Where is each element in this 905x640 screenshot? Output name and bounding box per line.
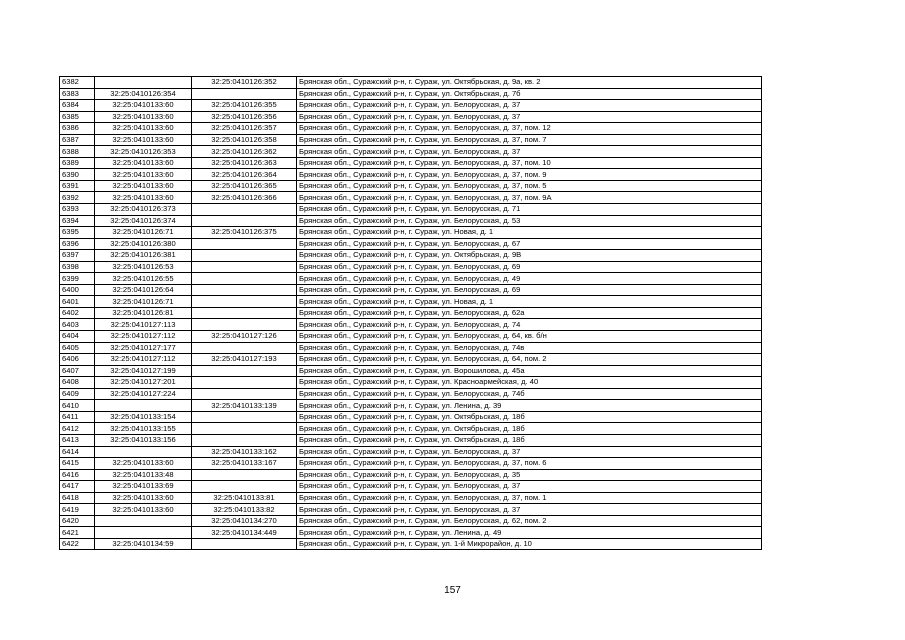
table-row xyxy=(60,100,762,112)
object-number-cell xyxy=(192,342,297,354)
row-number-cell: 6398 xyxy=(60,261,95,273)
object-number-cell xyxy=(192,538,297,550)
parcel-number-cell xyxy=(95,515,192,527)
row-number-cell: 6407 xyxy=(60,365,95,377)
table-row xyxy=(60,88,762,100)
address-cell: Брянская обл., Суражский р-н, г. Сураж, ул. Белорусская, д. 74в xyxy=(297,342,762,354)
parcel-number-cell: 32:25:0410127:224 xyxy=(95,388,192,400)
address-cell: Брянская обл., Суражский р-н, г. Сураж, ул. Октябрьская, д. 9а, кв. 2 xyxy=(297,77,762,89)
table-row xyxy=(60,469,762,481)
parcel-number-cell: 32:25:0410126:353 xyxy=(95,146,192,158)
object-number-cell xyxy=(192,250,297,262)
object-number-cell: 32:25:0410133:139 xyxy=(192,400,297,412)
object-number-cell: 32:25:0410126:362 xyxy=(192,146,297,158)
object-number-cell: 32:25:0410127:126 xyxy=(192,331,297,343)
table-row xyxy=(60,446,762,458)
row-number-cell: 6414 xyxy=(60,446,95,458)
parcel-number-cell: 32:25:0410127:113 xyxy=(95,319,192,331)
address-cell: Брянская обл., Суражский р-н, г. Сураж, ул. Белорусская, д. 37 xyxy=(297,146,762,158)
address-cell: Брянская обл., Суражский р-н, г. Сураж, ул. Новая, д. 1 xyxy=(297,296,762,308)
row-number-cell: 6422 xyxy=(60,538,95,550)
object-number-cell xyxy=(192,481,297,493)
table-row xyxy=(60,504,762,516)
address-cell: Брянская обл., Суражский р-н, г. Сураж, ул. Белорусская, д. 37, пом. 6 xyxy=(297,458,762,470)
parcel-number-cell: 32:25:0410133:69 xyxy=(95,481,192,493)
parcel-number-cell: 32:25:0410126:373 xyxy=(95,204,192,216)
table-row xyxy=(60,204,762,216)
address-cell: Брянская обл., Суражский р-н, г. Сураж, ул. Ленина, д. 49 xyxy=(297,527,762,539)
address-cell: Брянская обл., Суражский р-н, г. Сураж, ул. Белорусская, д. 37, пом. 10 xyxy=(297,157,762,169)
address-cell: Брянская обл., Суражский р-н, г. Сураж, ул. Октябрьская, д. 18б xyxy=(297,434,762,446)
table-row xyxy=(60,296,762,308)
row-number-cell: 6419 xyxy=(60,504,95,516)
object-number-cell: 32:25:0410126:375 xyxy=(192,227,297,239)
object-number-cell: 32:25:0410126:364 xyxy=(192,169,297,181)
table-row xyxy=(60,123,762,135)
object-number-cell xyxy=(192,261,297,273)
object-number-cell xyxy=(192,284,297,296)
row-number-cell: 6382 xyxy=(60,77,95,89)
address-cell: Брянская обл., Суражский р-н, г. Сураж, ул. Ворошилова, д. 45а xyxy=(297,365,762,377)
table-row xyxy=(60,77,762,89)
table-row xyxy=(60,169,762,181)
object-number-cell: 32:25:0410126:366 xyxy=(192,192,297,204)
address-cell: Брянская обл., Суражский р-н, г. Сураж, ул. Ленина, д. 39 xyxy=(297,400,762,412)
row-number-cell: 6387 xyxy=(60,134,95,146)
parcel-number-cell: 32:25:0410126:71 xyxy=(95,296,192,308)
row-number-cell: 6385 xyxy=(60,111,95,123)
parcel-number-cell: 32:25:0410127:112 xyxy=(95,354,192,366)
address-cell: Брянская обл., Суражский р-н, г. Сураж, ул. Белорусская, д. 69 xyxy=(297,261,762,273)
table-row xyxy=(60,307,762,319)
address-cell: Брянская обл., Суражский р-н, г. Сураж, ул. 1-й Микрорайон, д. 10 xyxy=(297,538,762,550)
address-cell: Брянская обл., Суражский р-н, г. Сураж, ул. Новая, д. 1 xyxy=(297,227,762,239)
parcel-number-cell xyxy=(95,400,192,412)
parcel-number-cell: 32:25:0410133:60 xyxy=(95,111,192,123)
row-number-cell: 6415 xyxy=(60,458,95,470)
address-cell: Брянская обл., Суражский р-н, г. Сураж, ул. Белорусская, д. 64, пом. 2 xyxy=(297,354,762,366)
parcel-number-cell: 32:25:0410133:60 xyxy=(95,134,192,146)
row-number-cell: 6409 xyxy=(60,388,95,400)
table-row xyxy=(60,146,762,158)
address-cell: Брянская обл., Суражский р-н, г. Сураж, ул. Октябрьская, д. 18б xyxy=(297,411,762,423)
table-row xyxy=(60,319,762,331)
address-cell: Брянская обл., Суражский р-н, г. Сураж, ул. Белорусская, д. 37 xyxy=(297,504,762,516)
address-cell: Брянская обл., Суражский р-н, г. Сураж, ул. Белорусская, д. 71 xyxy=(297,204,762,216)
object-number-cell: 32:25:0410133:167 xyxy=(192,458,297,470)
object-number-cell xyxy=(192,388,297,400)
object-number-cell: 32:25:0410133:82 xyxy=(192,504,297,516)
parcel-number-cell: 32:25:0410127:112 xyxy=(95,331,192,343)
table-row xyxy=(60,411,762,423)
parcel-number-cell: 32:25:0410126:381 xyxy=(95,250,192,262)
parcel-number-cell: 32:25:0410133:60 xyxy=(95,100,192,112)
address-cell: Брянская обл., Суражский р-н, г. Сураж, ул. Белорусская, д. 37 xyxy=(297,481,762,493)
object-number-cell xyxy=(192,296,297,308)
row-number-cell: 6418 xyxy=(60,492,95,504)
row-number-cell: 6404 xyxy=(60,331,95,343)
address-cell: Брянская обл., Суражский р-н, г. Сураж, ул. Белорусская, д. 69 xyxy=(297,284,762,296)
object-number-cell: 32:25:0410133:162 xyxy=(192,446,297,458)
table-row xyxy=(60,388,762,400)
table-row xyxy=(60,527,762,539)
parcel-number-cell: 32:25:0410133:156 xyxy=(95,434,192,446)
row-number-cell: 6405 xyxy=(60,342,95,354)
table-row xyxy=(60,261,762,273)
parcel-number-cell: 32:25:0410126:380 xyxy=(95,238,192,250)
table-row xyxy=(60,481,762,493)
table-row xyxy=(60,192,762,204)
row-number-cell: 6416 xyxy=(60,469,95,481)
table-row xyxy=(60,492,762,504)
page-number: 157 xyxy=(444,585,461,596)
object-number-cell xyxy=(192,307,297,319)
parcel-number-cell: 32:25:0410133:60 xyxy=(95,458,192,470)
address-cell: Брянская обл., Суражский р-н, г. Сураж, ул. Белорусская, д. 37, пом. 5 xyxy=(297,180,762,192)
table-row xyxy=(60,250,762,262)
table-row xyxy=(60,157,762,169)
table-row xyxy=(60,180,762,192)
object-number-cell: 32:25:0410126:358 xyxy=(192,134,297,146)
object-number-cell xyxy=(192,215,297,227)
object-number-cell: 32:25:0410126:365 xyxy=(192,180,297,192)
object-number-cell xyxy=(192,434,297,446)
address-cell: Брянская обл., Суражский р-н, г. Сураж, ул. Белорусская, д. 67 xyxy=(297,238,762,250)
address-cell: Брянская обл., Суражский р-н, г. Сураж, ул. Октябрьская, д. 7б xyxy=(297,88,762,100)
address-cell: Брянская обл., Суражский р-н, г. Сураж, ул. Белорусская, д. 37, пом. 1 xyxy=(297,492,762,504)
row-number-cell: 6386 xyxy=(60,123,95,135)
object-number-cell xyxy=(192,273,297,285)
address-cell: Брянская обл., Суражский р-н, г. Сураж, ул. Белорусская, д. 64, кв. б/н xyxy=(297,331,762,343)
object-number-cell xyxy=(192,88,297,100)
parcel-number-cell: 32:25:0410133:60 xyxy=(95,180,192,192)
table-row xyxy=(60,377,762,389)
object-number-cell xyxy=(192,204,297,216)
parcel-number-cell: 32:25:0410126:55 xyxy=(95,273,192,285)
object-number-cell: 32:25:0410126:352 xyxy=(192,77,297,89)
address-cell: Брянская обл., Суражский р-н, г. Сураж, ул. Белорусская, д. 74 xyxy=(297,319,762,331)
parcel-number-cell: 32:25:0410127:201 xyxy=(95,377,192,389)
parcel-number-cell: 32:25:0410126:354 xyxy=(95,88,192,100)
parcel-number-cell: 32:25:0410126:81 xyxy=(95,307,192,319)
row-number-cell: 6389 xyxy=(60,157,95,169)
parcel-number-cell: 32:25:0410133:60 xyxy=(95,504,192,516)
object-number-cell: 32:25:0410134:449 xyxy=(192,527,297,539)
table-row xyxy=(60,365,762,377)
parcel-number-cell: 32:25:0410126:71 xyxy=(95,227,192,239)
object-number-cell xyxy=(192,319,297,331)
object-number-cell xyxy=(192,238,297,250)
object-number-cell: 32:25:0410126:357 xyxy=(192,123,297,135)
row-number-cell: 6390 xyxy=(60,169,95,181)
row-number-cell: 6393 xyxy=(60,204,95,216)
object-number-cell: 32:25:0410126:355 xyxy=(192,100,297,112)
table-row xyxy=(60,227,762,239)
row-number-cell: 6406 xyxy=(60,354,95,366)
object-number-cell xyxy=(192,411,297,423)
parcel-number-cell: 32:25:0410133:60 xyxy=(95,492,192,504)
object-number-cell: 32:25:0410127:193 xyxy=(192,354,297,366)
row-number-cell: 6392 xyxy=(60,192,95,204)
object-number-cell xyxy=(192,423,297,435)
table-row xyxy=(60,538,762,550)
row-number-cell: 6401 xyxy=(60,296,95,308)
object-number-cell: 32:25:0410126:363 xyxy=(192,157,297,169)
parcel-number-cell: 32:25:0410133:60 xyxy=(95,192,192,204)
row-number-cell: 6412 xyxy=(60,423,95,435)
parcel-number-cell xyxy=(95,77,192,89)
row-number-cell: 6421 xyxy=(60,527,95,539)
address-cell: Брянская обл., Суражский р-н, г. Сураж, ул. Белорусская, д. 74б xyxy=(297,388,762,400)
row-number-cell: 6383 xyxy=(60,88,95,100)
parcel-number-cell: 32:25:0410133:155 xyxy=(95,423,192,435)
parcel-number-cell: 32:25:0410126:53 xyxy=(95,261,192,273)
parcel-number-cell: 32:25:0410134:59 xyxy=(95,538,192,550)
parcel-number-cell xyxy=(95,527,192,539)
object-number-cell xyxy=(192,365,297,377)
row-number-cell: 6410 xyxy=(60,400,95,412)
row-number-cell: 6403 xyxy=(60,319,95,331)
parcel-number-cell: 32:25:0410133:60 xyxy=(95,169,192,181)
parcel-number-cell: 32:25:0410133:60 xyxy=(95,123,192,135)
table-row xyxy=(60,515,762,527)
table-row xyxy=(60,111,762,123)
address-cell: Брянская обл., Суражский р-н, г. Сураж, ул. Белорусская, д. 62, пом. 2 xyxy=(297,515,762,527)
parcel-number-cell xyxy=(95,446,192,458)
row-number-cell: 6408 xyxy=(60,377,95,389)
table-row xyxy=(60,134,762,146)
address-cell: Брянская обл., Суражский р-н, г. Сураж, ул. Октябрьская, д. 9В xyxy=(297,250,762,262)
parcel-number-cell: 32:25:0410126:374 xyxy=(95,215,192,227)
row-number-cell: 6420 xyxy=(60,515,95,527)
row-number-cell: 6417 xyxy=(60,481,95,493)
table-row xyxy=(60,423,762,435)
address-cell: Брянская обл., Суражский р-н, г. Сураж, ул. Красноармейская, д. 40 xyxy=(297,377,762,389)
object-number-cell xyxy=(192,469,297,481)
address-cell: Брянская обл., Суражский р-н, г. Сураж, ул. Белорусская, д. 37, пом. 9 xyxy=(297,169,762,181)
table-row xyxy=(60,342,762,354)
address-cell: Брянская обл., Суражский р-н, г. Сураж, ул. Белорусская, д. 37 xyxy=(297,446,762,458)
address-cell: Брянская обл., Суражский р-н, г. Сураж, ул. Белорусская, д. 35 xyxy=(297,469,762,481)
row-number-cell: 6388 xyxy=(60,146,95,158)
parcel-number-cell: 32:25:0410133:154 xyxy=(95,411,192,423)
registry-table xyxy=(59,76,762,550)
parcel-number-cell: 32:25:0410126:64 xyxy=(95,284,192,296)
object-number-cell: 32:25:0410134:270 xyxy=(192,515,297,527)
table-row xyxy=(60,458,762,470)
table-row xyxy=(60,400,762,412)
row-number-cell: 6391 xyxy=(60,180,95,192)
object-number-cell: 32:25:0410133:81 xyxy=(192,492,297,504)
row-number-cell: 6400 xyxy=(60,284,95,296)
table-row xyxy=(60,434,762,446)
table-row xyxy=(60,215,762,227)
row-number-cell: 6399 xyxy=(60,273,95,285)
parcel-number-cell: 32:25:0410127:199 xyxy=(95,365,192,377)
address-cell: Брянская обл., Суражский р-н, г. Сураж, ул. Белорусская, д. 37, пом. 7 xyxy=(297,134,762,146)
object-number-cell xyxy=(192,377,297,389)
address-cell: Брянская обл., Суражский р-н, г. Сураж, ул. Белорусская, д. 37, пом. 9А xyxy=(297,192,762,204)
address-cell: Брянская обл., Суражский р-н, г. Сураж, ул. Октябрьская, д. 18б xyxy=(297,423,762,435)
address-cell: Брянская обл., Суражский р-н, г. Сураж, ул. Белорусская, д. 49 xyxy=(297,273,762,285)
table-row xyxy=(60,354,762,366)
address-cell: Брянская обл., Суражский р-н, г. Сураж, ул. Белорусская, д. 62а xyxy=(297,307,762,319)
row-number-cell: 6396 xyxy=(60,238,95,250)
table-row xyxy=(60,284,762,296)
address-cell: Брянская обл., Суражский р-н, г. Сураж, ул. Белорусская, д. 37 xyxy=(297,100,762,112)
parcel-number-cell: 32:25:0410127:177 xyxy=(95,342,192,354)
parcel-number-cell: 32:25:0410133:48 xyxy=(95,469,192,481)
row-number-cell: 6411 xyxy=(60,411,95,423)
row-number-cell: 6402 xyxy=(60,307,95,319)
table-row xyxy=(60,238,762,250)
registry-table-body xyxy=(60,77,762,550)
address-cell: Брянская обл., Суражский р-н, г. Сураж, ул. Белорусская, д. 37, пом. 12 xyxy=(297,123,762,135)
table-row xyxy=(60,273,762,285)
row-number-cell: 6413 xyxy=(60,434,95,446)
address-cell: Брянская обл., Суражский р-н, г. Сураж, ул. Белорусская, д. 53 xyxy=(297,215,762,227)
row-number-cell: 6397 xyxy=(60,250,95,262)
object-number-cell: 32:25:0410126:356 xyxy=(192,111,297,123)
address-cell: Брянская обл., Суражский р-н, г. Сураж, ул. Белорусская, д. 37 xyxy=(297,111,762,123)
row-number-cell: 6395 xyxy=(60,227,95,239)
table-row xyxy=(60,331,762,343)
parcel-number-cell: 32:25:0410133:60 xyxy=(95,157,192,169)
row-number-cell: 6394 xyxy=(60,215,95,227)
row-number-cell: 6384 xyxy=(60,100,95,112)
